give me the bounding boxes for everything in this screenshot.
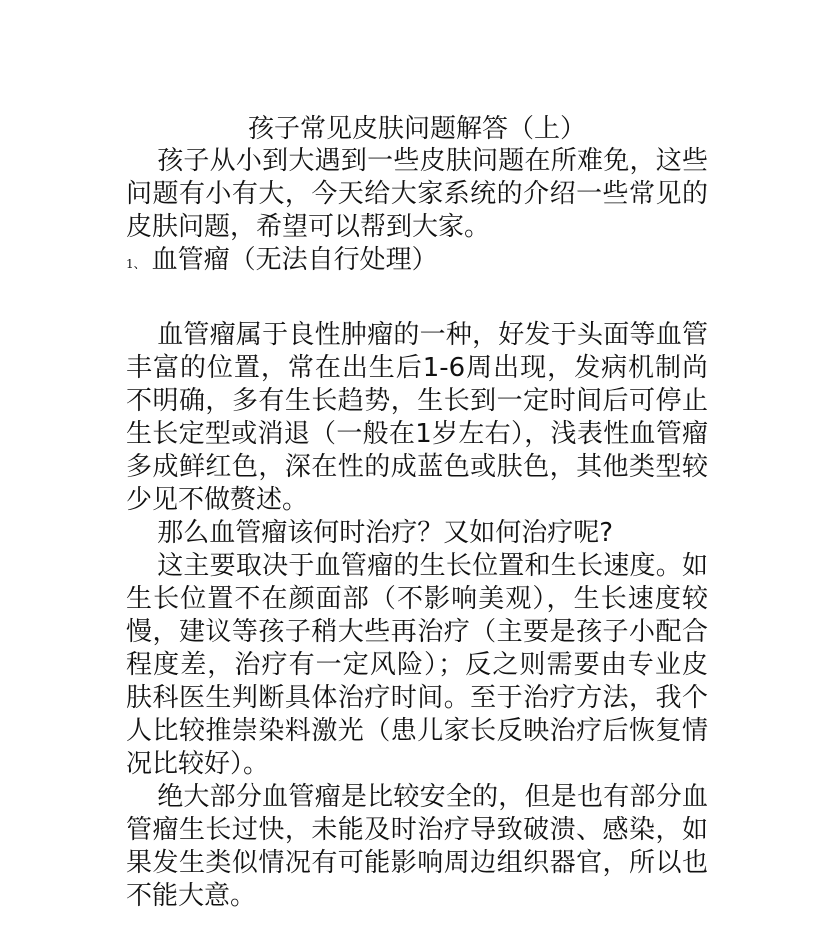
document-title: 孩子常见皮肤问题解答（上） bbox=[247, 114, 586, 144]
section-heading-hemangioma bbox=[126, 244, 708, 281]
intro-paragraph: 孩子从小到大遇到一些皮肤问题在所难免，这些问题有小有大，今天给大家系统的介绍一些常见的皮肤问题，希望可以帮到大家。 bbox=[126, 146, 708, 242]
blank-line bbox=[126, 281, 708, 319]
section-title: 血管瘤（无法自行处理） bbox=[151, 245, 438, 275]
body-paragraph: 血管瘤属于良性肿瘤的一种，好发于头面等血管丰富的位置，常在出生后1-6周出现，发病机制尚不明确，多有生长趋势，生长到一定时间后可停止生长定型或消退（一般在1岁左右），浅表性血管瘤多成鲜红色，深在性的成蓝色或肤色，其他类型较少见不做赘述。 bbox=[126, 320, 708, 515]
body-paragraph: 绝大部分血管瘤是比较安全的，但是也有部分血管瘤生长过快，未能及时治疗导致破溃、感染，如果发生类似情况有可能影响周边组织器官，所以也不能大意。 bbox=[126, 782, 708, 911]
body-paragraph: 这主要取决于血管瘤的生长位置和生长速度。如生长位置不在颜面部（不影响美观），生长速度较慢，建议等孩子稍大些再治疗（主要是孩子小配合程度差，治疗有一定风险）；反之则需要由专业皮肤科医生判断具体治疗时间。至于治疗方法，我个人比较推崇染料激光（患儿家长反映治疗后恢复情况比较好）。 bbox=[126, 551, 708, 779]
document-page bbox=[126, 113, 708, 913]
body-paragraph: 那么血管瘤该何时治疗？又如何治疗呢? bbox=[157, 518, 613, 548]
section-number: 1、 bbox=[126, 257, 146, 271]
